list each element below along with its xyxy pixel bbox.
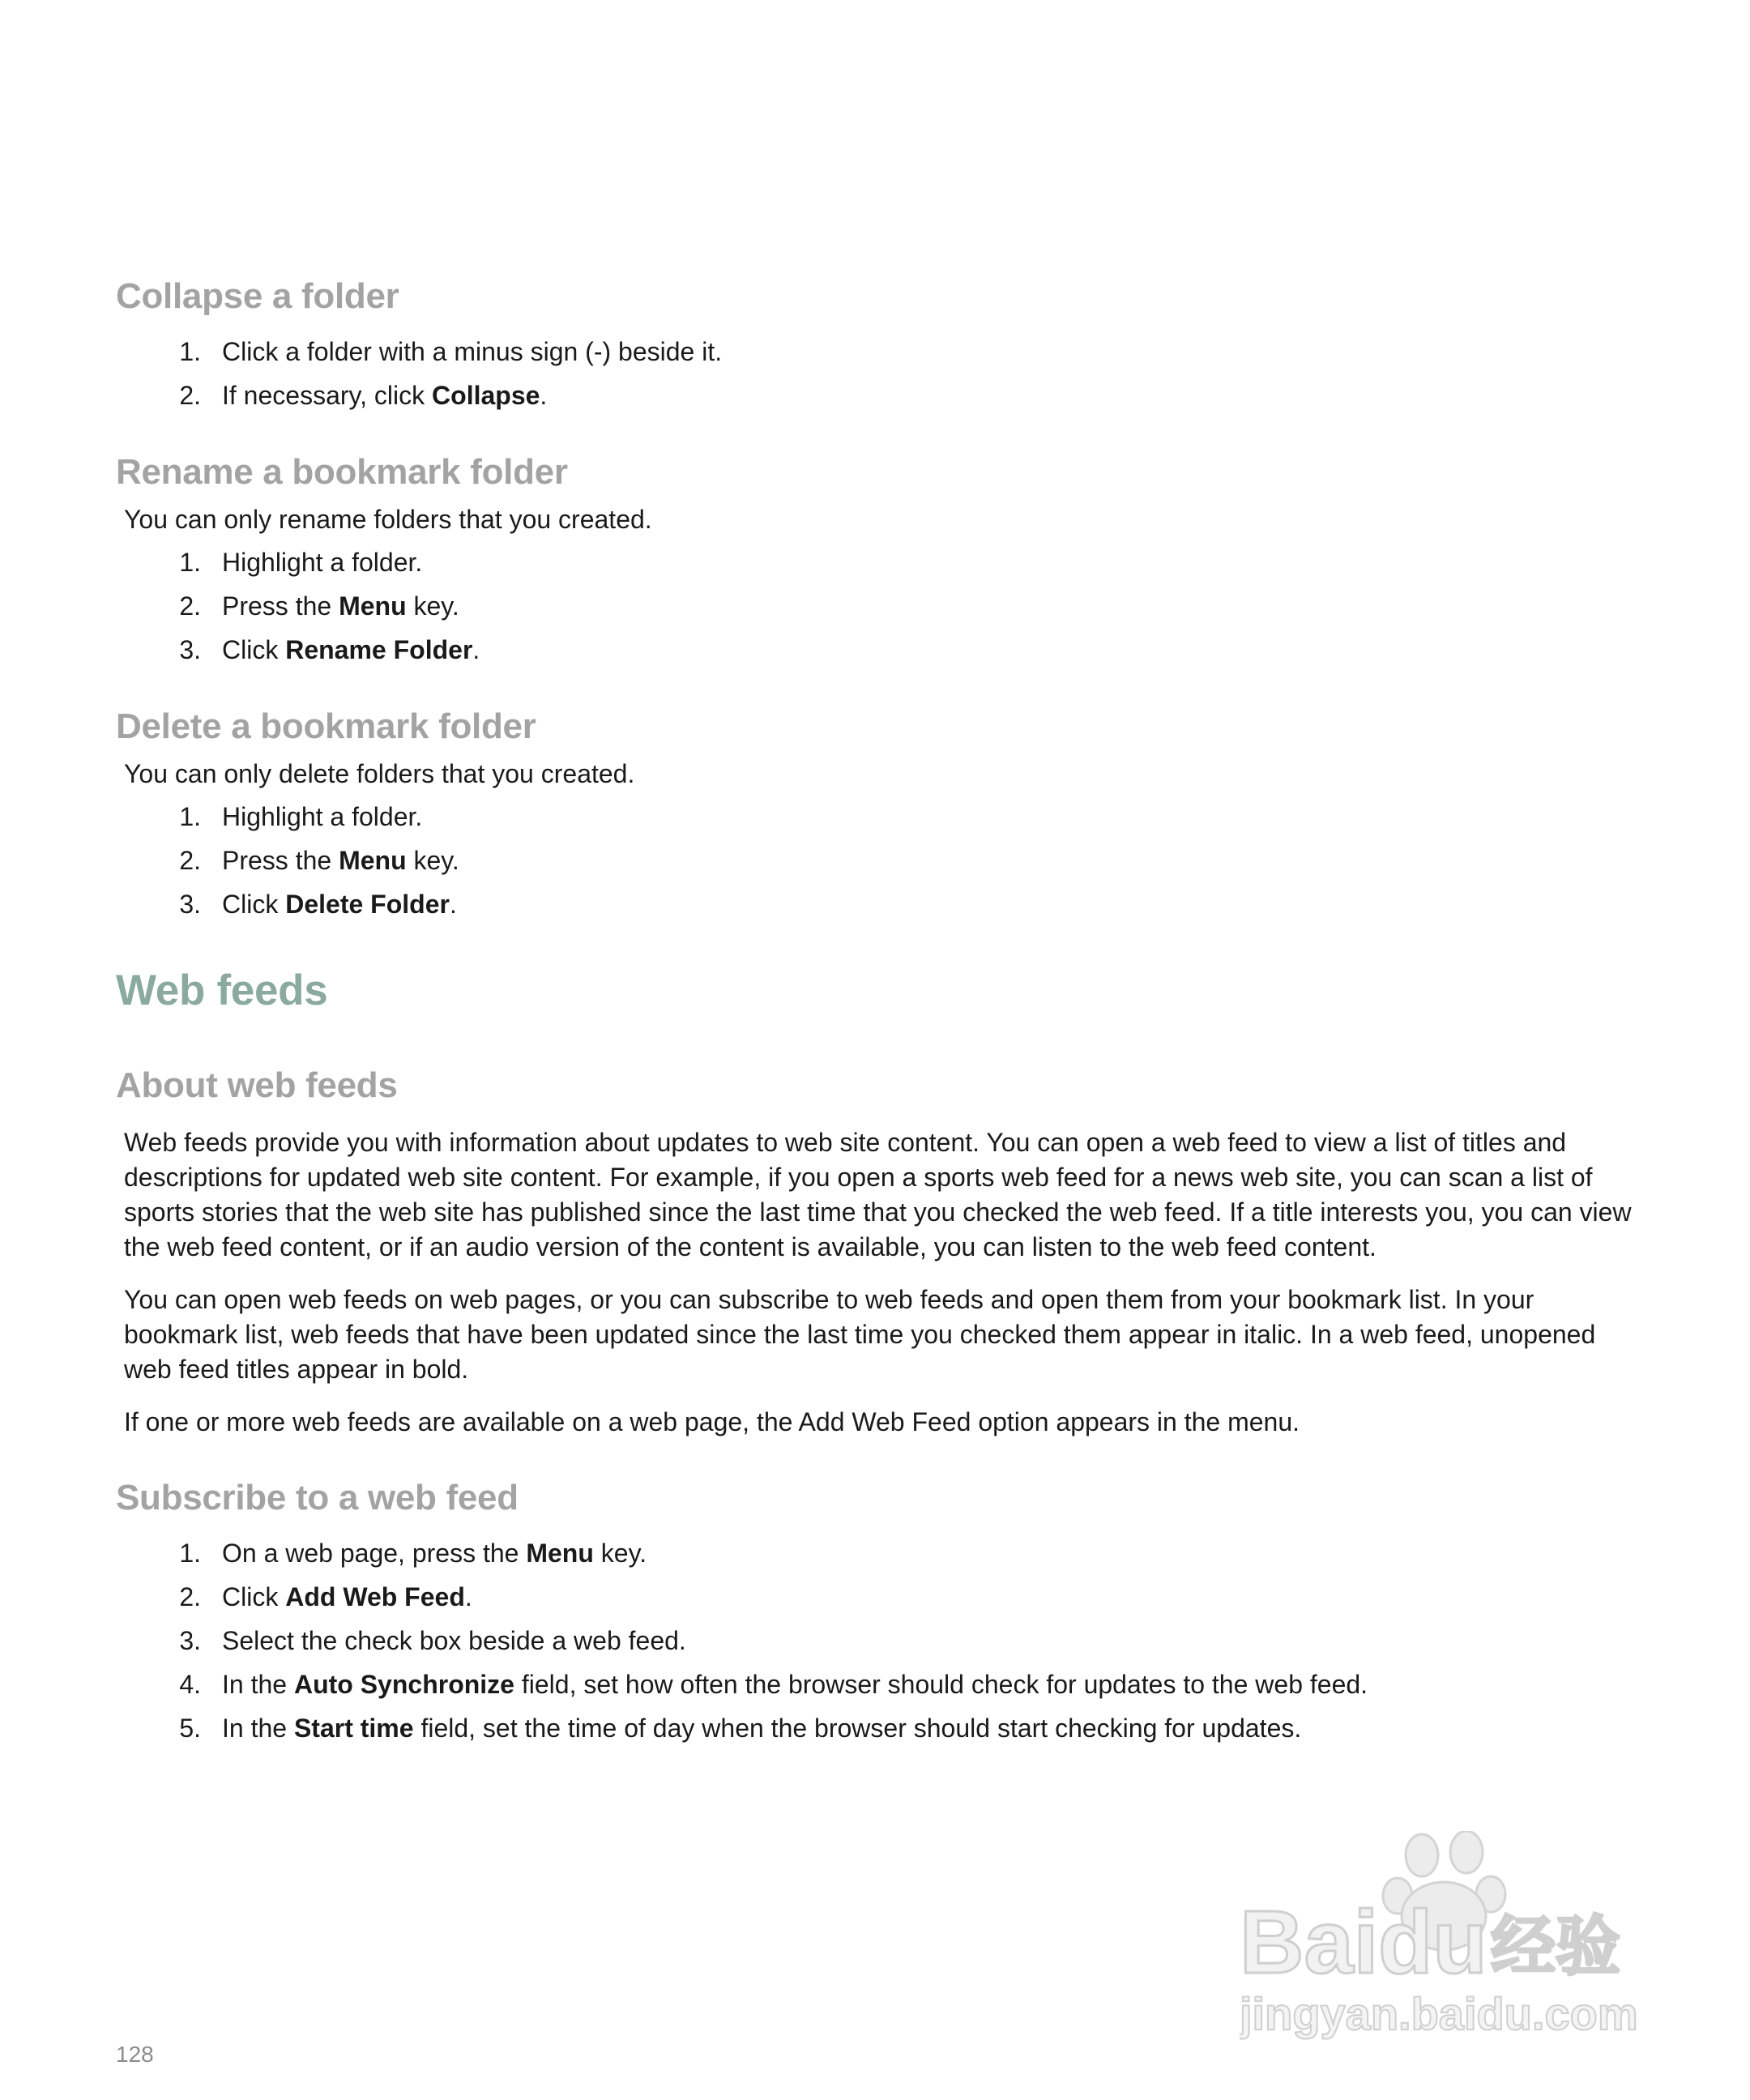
heading-collapse-folder: Collapse a folder: [116, 276, 399, 316]
section-delete-folder: [116, 706, 1655, 926]
section-rename-folder: [116, 451, 1655, 672]
list-item: 1. Highlight a folder.: [179, 547, 423, 577]
list-item: 4. In the Auto Synchronize field, set how often the browser should check for updates to the web feed.: [179, 1669, 1368, 1699]
list-item: 3. Select the check box beside a web feed.: [179, 1625, 686, 1655]
baidu-watermark: [1240, 1831, 1661, 2042]
svg-text:jingyan.baidu.com: jingyan.baidu.com: [1240, 1988, 1638, 2039]
list-item: 2. Click Add Web Feed.: [179, 1581, 472, 1611]
list-item: 3. Click Delete Folder.: [179, 889, 457, 919]
svg-text:Baidu: Baidu: [1240, 1893, 1488, 1992]
list-item: 1. Highlight a folder.: [179, 801, 423, 831]
paragraph: If one or more web feeds are available on a web page, the Add Web Feed option appears in the menu.: [124, 1407, 1300, 1437]
steps-list: [116, 540, 1655, 672]
heading-about-web-feeds: About web feeds: [116, 1065, 398, 1106]
baidu-paw-logo-icon: [1240, 1831, 1661, 2042]
page-number: 128: [116, 2042, 154, 2067]
svg-text:经验: 经验: [1491, 1909, 1620, 1984]
section-subscribe-web-feed: [116, 1477, 1655, 1750]
list-item: 1. On a web page, press the Menu key.: [179, 1538, 647, 1568]
section-collapse-folder: [116, 275, 1655, 417]
list-item: 2. Press the Menu key.: [179, 845, 459, 875]
list-item: 5. In the Start time field, set the time of day when the browser should start checking for updates.: [179, 1713, 1302, 1743]
heading-subscribe-web-feed: Subscribe to a web feed: [116, 1478, 519, 1518]
heading-rename-folder: Rename a bookmark folder: [116, 451, 568, 492]
heading-delete-folder: Delete a bookmark folder: [116, 706, 536, 746]
steps-list: [116, 795, 1655, 926]
page-content: [116, 275, 1655, 1750]
list-item: 2. Press the Menu key.: [179, 591, 459, 621]
section-about-web-feeds: [116, 1065, 1655, 1440]
heading-web-feeds: Web feeds: [116, 966, 328, 1014]
steps-list: [116, 330, 1655, 417]
list-item: 1. Click a folder with a minus sign (-) beside it.: [179, 336, 723, 366]
section-web-feeds: [116, 965, 1655, 1017]
steps-list: [116, 1531, 1655, 1750]
list-item: 2. If necessary, click Collapse.: [179, 380, 548, 410]
paragraph: You can open web feeds on web pages, or you can subscribe to web feeds and open them from your bookmark list. In your bookmark list, web feeds that have been updated since the last time you checked them appear in italic. In a web feed, unopened web feed titles appear in bold.: [124, 1285, 1596, 1385]
paragraph: Web feeds provide you with information about updates to web site content. You can open a web feed to view a list of titles and descriptions for updated web site content. For example, if you open a sports web feed for a news web site, you can scan a list of sports stories that the web site has published since the last time that you checked the web feed. If a title interests you, you can view the web feed content, or if an audio version of the content is available, you can listen to the web feed content.: [124, 1128, 1632, 1262]
intro-text: You can only rename folders that you created.: [124, 504, 652, 534]
list-item: 3. Click Rename Folder.: [179, 634, 480, 664]
intro-text: You can only delete folders that you created.: [124, 758, 635, 788]
